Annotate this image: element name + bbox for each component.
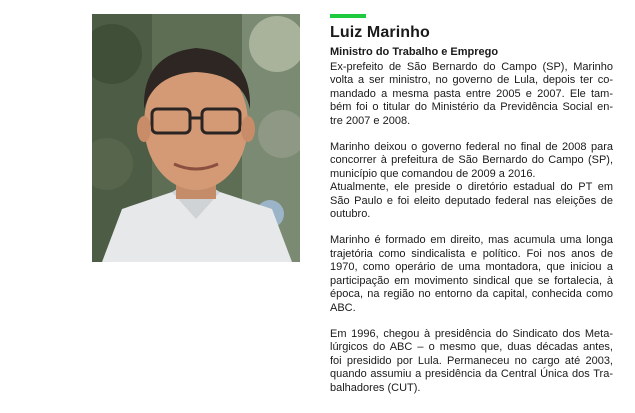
text-line: época, na região no entorno da capital, conhecida como [330,288,613,301]
text-line: foi presidido por Lula. Permaneceu no cargo até 2003, [330,354,613,367]
text-line: Em 1996, chegou à presidência do Sindicato dos Meta- [330,327,613,340]
paragraph-background [330,234,613,314]
paragraph-career [330,61,613,128]
text-line: balhadores (CUT). [330,381,421,394]
text-line: mandado a mesma pasta entre 2005 e 2007. Ele tam- [330,87,613,100]
text-line: trajetória como sindicalista e político. Foi nos anos de [330,247,613,260]
text-line: 1970, como operário de uma montadora, que iniciou a [330,261,613,274]
text-line: bém foi o titular do Ministério da Previdência Social en- [330,101,613,114]
text-line: Atualmente, ele preside o diretório estadual do PT em [330,181,613,194]
text-line: Marinho deixou o governo federal no final de 2008 para [330,141,613,154]
paragraph-politics [330,141,613,221]
text-line: volta a ser ministro, no governo de Lula, depois ter co- [330,74,613,87]
text-line: município que comandou de 2009 a 2016. [330,167,536,180]
text-line: lúrgicos do ABC – o mesmo que, duas décadas antes, [330,341,613,354]
text-line: São Paulo e foi eleito deputado federal nas eleições de [330,194,613,207]
text-line: ABC. [330,301,356,314]
text-line: quando assumiu a presidência da Central Única dos Tra- [330,368,613,381]
profile-article [330,14,613,408]
text-line: tre 2007 e 2008. [330,114,411,127]
person-name: Luiz Marinho [330,24,430,41]
text-line: outubro. [330,208,371,221]
text-line: Marinho é formado em direito, mas acumula uma longa [330,234,613,247]
portrait-photo [92,14,300,262]
text-line: participação em movimento sindical que se fortalecia, à [330,274,613,287]
accent-bar [330,14,366,18]
text-line: Ex-prefeito de São Bernardo do Campo (SP), Marinho [330,61,613,73]
text-line: concorrer à prefeitura de São Bernardo do Campo (SP), [330,154,613,167]
paragraph-union [330,328,613,395]
person-role: Ministro do Trabalho e Emprego [330,46,499,58]
